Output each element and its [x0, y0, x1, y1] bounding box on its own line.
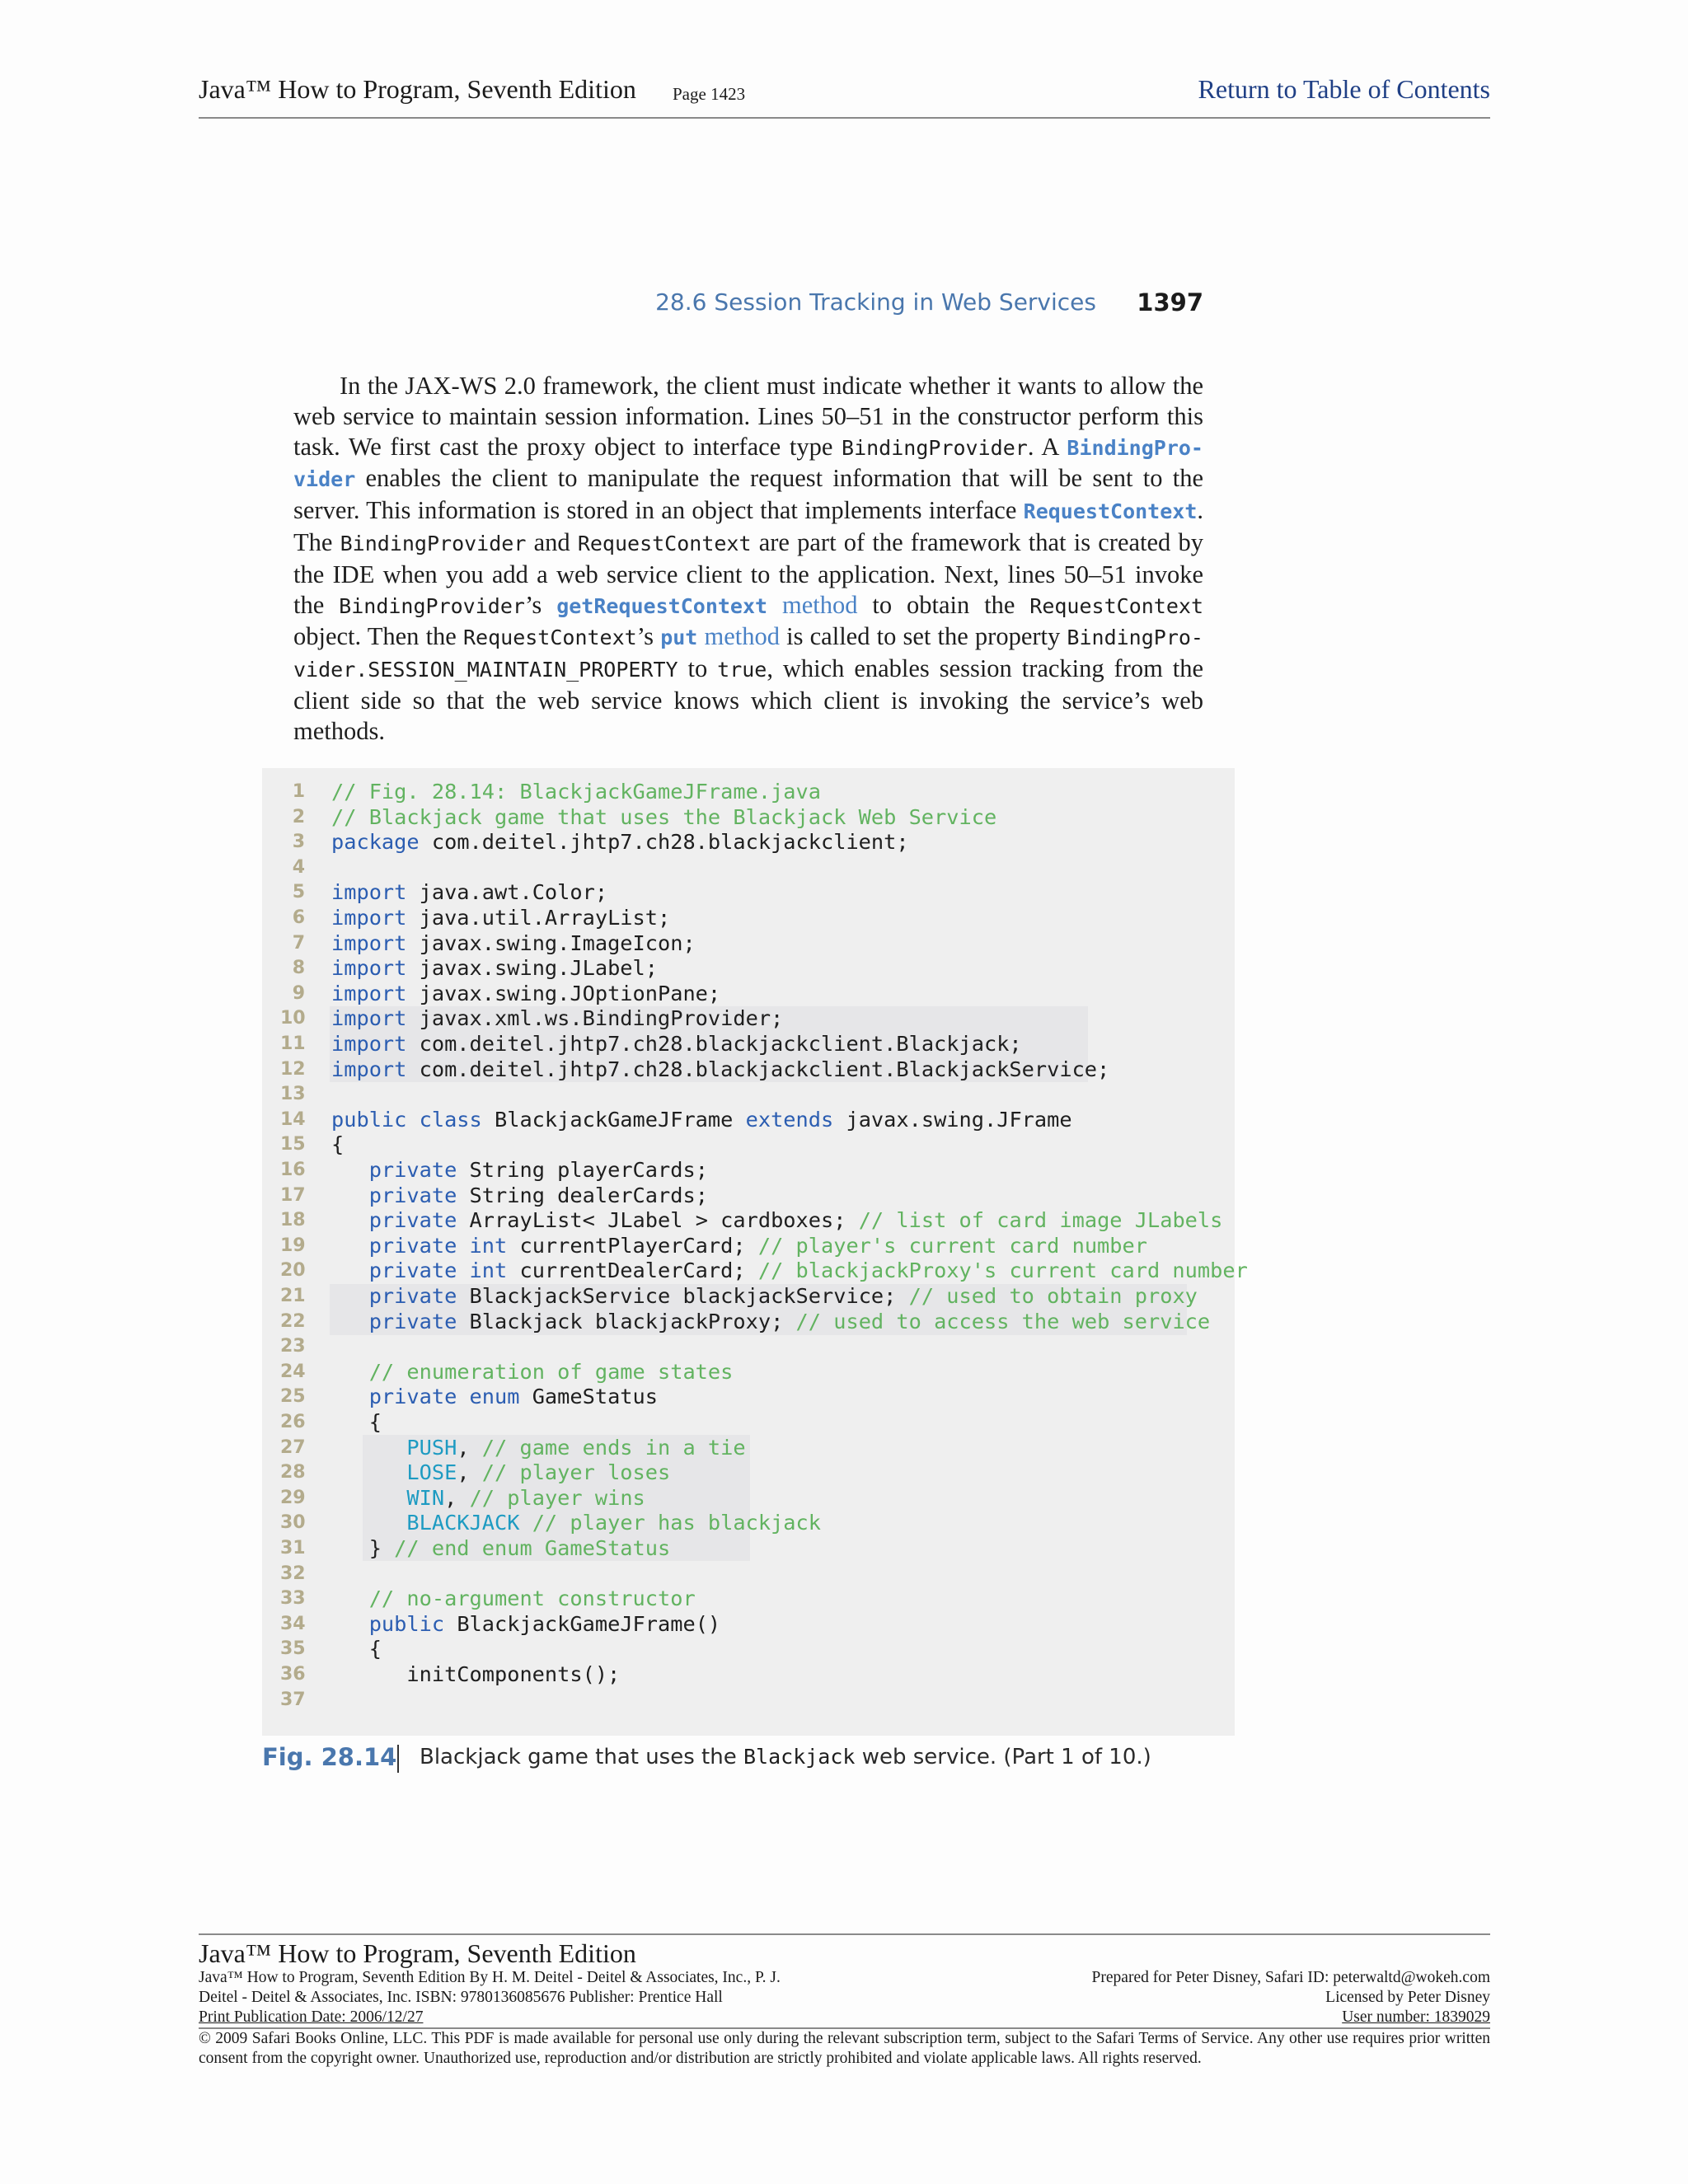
line-number: 7 — [292, 932, 305, 954]
footer-line: Prepared for Peter Disney, Safari ID: peterwaltd@wokeh.com — [1091, 1969, 1490, 1986]
text: to — [678, 654, 718, 683]
code-token: // used to obtain proxy — [908, 1284, 1198, 1308]
code-token: javax.xml.ws.BindingProvider; — [406, 1006, 784, 1031]
text: are part of the framework that is created by the IDE when you add a web service client to the application. Next, lines 50–51 invoke the — [293, 527, 1203, 619]
code-term: RequestContext — [462, 626, 637, 650]
figure-caption — [262, 1743, 1251, 1779]
code-token — [331, 1183, 369, 1207]
line-number: 6 — [292, 907, 305, 928]
code-token: import — [331, 1006, 407, 1031]
code-token: private — [368, 1284, 457, 1308]
line-number: 27 — [280, 1436, 306, 1458]
text: . The — [293, 496, 1203, 556]
caption-text-pre: Blackjack game that uses the — [420, 1745, 743, 1769]
code-token: import — [331, 1032, 407, 1056]
code-token: // Fig. 28.14: BlackjackGameJFrame.java — [331, 780, 821, 804]
code-token: javax.swing.JFrame — [833, 1107, 1072, 1132]
code-token: } — [331, 1536, 395, 1560]
code-text — [331, 1662, 620, 1688]
code-text — [331, 931, 696, 957]
code-text — [331, 805, 996, 831]
code-token: { — [331, 1637, 382, 1661]
code-token: package — [331, 830, 420, 855]
code-text — [331, 1460, 670, 1486]
line-number: 13 — [280, 1084, 306, 1105]
code-text — [331, 1258, 1248, 1284]
code-token: private — [368, 1158, 457, 1182]
code-token: // player's current card number — [757, 1233, 1147, 1258]
code-token: import — [331, 981, 407, 1005]
code-token: private int — [368, 1233, 508, 1258]
text: to obtain the — [857, 590, 1030, 619]
code-token: private int — [368, 1258, 508, 1283]
line-number: 11 — [280, 1033, 306, 1054]
code-term: true — [717, 658, 767, 682]
text: , which enables session tracking from the client side so that the web service knows which client is invoking the service’s web methods. — [293, 654, 1203, 745]
code-token: String dealerCards; — [457, 1183, 708, 1207]
code-token — [331, 1385, 369, 1408]
code-text — [331, 982, 720, 1007]
key-term: getRequestContext — [556, 593, 768, 618]
code-token: { — [331, 1132, 345, 1157]
code-token — [331, 1284, 369, 1308]
code-text — [331, 1183, 708, 1209]
line-number: 20 — [280, 1260, 306, 1282]
footer-line: Deitel - Deitel & Associates, Inc. ISBN: 9780136085676 Publisher: Prentice Hall — [199, 1989, 723, 2006]
code-term: BindingProvider — [340, 531, 527, 555]
code-token: java.awt.Color; — [406, 880, 608, 905]
code-token: { — [331, 1410, 382, 1434]
code-token: BlackjackService blackjackService; — [457, 1284, 909, 1308]
line-number: 36 — [280, 1664, 306, 1685]
code-token: currentDealerCard; — [507, 1258, 758, 1283]
line-number: 24 — [280, 1361, 306, 1382]
caption-text-post: web service. (Part 1 of 10.) — [855, 1745, 1151, 1769]
line-number: 25 — [280, 1386, 306, 1408]
caption-code: Blackjack — [743, 1745, 856, 1769]
line-number: 14 — [280, 1108, 306, 1130]
footer-book-title: Java™ How to Program, Seventh Edition — [199, 1938, 636, 1968]
code-token: // blackjackProxy's current card number — [757, 1258, 1248, 1283]
code-token: com.deitel.jhtp7.ch28.blackjackclient.Blackjack; — [406, 1032, 1022, 1056]
code-term: RequestContext — [1029, 593, 1203, 618]
line-number: 15 — [280, 1134, 306, 1155]
line-number: 8 — [292, 958, 305, 979]
code-token: private enum — [368, 1385, 520, 1409]
code-token: com.deitel.jhtp7.ch28.blackjackclient.BlackjackService; — [406, 1057, 1110, 1081]
code-token: import — [331, 880, 407, 905]
page-header — [199, 74, 1490, 119]
code-text — [331, 1108, 1072, 1133]
code-token: // player loses — [481, 1460, 671, 1485]
code-token: import — [331, 906, 407, 930]
code-token — [331, 1612, 369, 1636]
return-to-toc-link[interactable]: Return to Table of Contents — [1198, 74, 1490, 104]
line-number: 16 — [280, 1160, 306, 1180]
code-token: Blackjack blackjackProxy; — [457, 1309, 796, 1333]
code-text — [331, 1132, 344, 1158]
key-term: put — [660, 626, 698, 650]
code-text — [331, 1385, 658, 1410]
code-token: GameStatus — [519, 1385, 658, 1409]
code-text — [331, 1057, 1109, 1083]
code-token: import — [331, 1057, 407, 1081]
page-reference: Page 1423 — [673, 84, 746, 104]
footer-line: Licensed by Peter Disney — [1325, 1989, 1490, 2006]
code-token: // player has blackjack — [532, 1511, 821, 1535]
footer-license-info — [1092, 1968, 1490, 2027]
key-term: BindingPro-vider — [293, 435, 1203, 492]
text: In the JAX-WS 2.0 framework, the client must indicate whether it wants to allow the web service to maintain session information. Lines 50–51 in the constructor perform this task. We first cast the proxy object to interface type — [293, 372, 1203, 461]
code-token: java.util.ArrayList; — [406, 906, 671, 930]
code-token: // no-argument constructor — [368, 1586, 696, 1611]
code-token — [331, 1234, 369, 1258]
code-token — [331, 1511, 406, 1535]
code-token — [331, 1208, 369, 1232]
code-token: javax.swing.JLabel; — [406, 956, 658, 981]
code-text — [331, 1032, 1022, 1057]
code-term: BindingProvider — [842, 435, 1028, 460]
line-number: 33 — [280, 1588, 306, 1610]
body-paragraph — [293, 371, 1203, 747]
text: ’s — [524, 590, 557, 619]
code-token: // enumeration of game states — [368, 1359, 734, 1384]
code-token: javax.swing.ImageIcon; — [406, 930, 696, 955]
line-number: 1 — [292, 781, 305, 802]
running-head — [651, 287, 1203, 323]
code-token: // game ends in a tie — [481, 1435, 746, 1460]
text: ’s — [636, 622, 661, 651]
code-token: LOSE — [406, 1460, 457, 1485]
key-term: RequestContext — [1023, 499, 1198, 524]
code-token: BlackjackGameJFrame — [481, 1107, 746, 1132]
code-text — [331, 1006, 783, 1032]
code-token: BlackjackGameJFrame() — [444, 1611, 721, 1636]
code-text — [331, 1310, 1210, 1335]
code-token — [331, 1158, 369, 1182]
code-text — [331, 1637, 382, 1662]
line-number: 28 — [280, 1462, 306, 1483]
code-token: String playerCards; — [457, 1158, 708, 1182]
code-token: WIN — [406, 1485, 445, 1510]
code-token: // end enum GameStatus — [394, 1536, 671, 1560]
code-token: import — [331, 956, 407, 981]
book-title: Java™ How to Program, Seventh Edition — [199, 74, 636, 104]
line-number: 19 — [280, 1235, 306, 1256]
code-text — [331, 830, 909, 855]
line-number: 30 — [280, 1512, 306, 1534]
code-token: , — [444, 1485, 470, 1510]
code-token: , — [457, 1435, 482, 1460]
line-number: 5 — [292, 882, 305, 903]
code-token: PUSH — [406, 1435, 457, 1460]
code-text — [331, 1158, 708, 1183]
caption-divider — [397, 1745, 399, 1773]
line-number: 37 — [280, 1689, 306, 1710]
code-text — [331, 1436, 746, 1461]
code-token — [331, 1360, 369, 1384]
code-token: BLACKJACK — [406, 1511, 520, 1535]
footer-publication-info — [199, 1968, 781, 2027]
line-number: 21 — [280, 1286, 306, 1306]
line-number: 29 — [280, 1487, 306, 1508]
text: . A — [1027, 432, 1067, 461]
code-token — [331, 1460, 406, 1484]
code-token — [519, 1511, 532, 1535]
code-text — [331, 1511, 821, 1536]
footer-line: User number: 1839029 — [1342, 2008, 1490, 2026]
line-number: 23 — [280, 1336, 306, 1357]
code-token: extends — [745, 1107, 834, 1132]
key-term: method — [767, 590, 858, 619]
code-token: private — [368, 1208, 457, 1233]
line-number: 17 — [280, 1184, 306, 1206]
code-token: ArrayList< JLabel > cardboxes; — [457, 1208, 859, 1233]
line-number: 31 — [280, 1538, 306, 1558]
code-text — [331, 780, 821, 805]
footer-divider — [199, 1933, 1490, 1935]
line-number: 3 — [292, 832, 305, 853]
line-number: 22 — [280, 1310, 306, 1332]
code-token: public — [368, 1611, 445, 1636]
line-number: 10 — [280, 1008, 306, 1029]
code-token — [331, 1486, 406, 1510]
text: object. Then the — [293, 622, 463, 651]
page-number: 1397 — [1137, 288, 1203, 316]
code-text — [331, 956, 658, 982]
copyright-notice: © 2009 Safari Books Online, LLC. This PDF is made available for personal use only during the relevant subscription term, subject to the Safari Terms of Service. Any other use requires prior written consent from the copyright owner. Unauthorized use, reproduction and/or distribution are strictly prohibited and violate applicable laws. All rights reserved. — [199, 2030, 1490, 2067]
code-token: // player wins — [469, 1485, 645, 1510]
code-text — [331, 906, 670, 931]
line-number: 32 — [280, 1563, 306, 1584]
code-token: com.deitel.jhtp7.ch28.blackjackclient; — [419, 830, 909, 855]
code-token: // used to access the web service — [795, 1309, 1211, 1333]
code-term: RequestContext — [577, 531, 752, 555]
code-term: BindingPro-vider.SESSION_MAINTAIN_PROPERTY — [293, 626, 1203, 682]
code-text — [331, 1208, 1222, 1234]
code-text — [331, 1612, 720, 1638]
code-text — [331, 880, 607, 906]
code-token: // list of card image JLabels — [858, 1208, 1223, 1233]
code-text — [331, 1284, 1198, 1310]
line-number: 4 — [292, 856, 305, 878]
footer-line: Print Publication Date: 2006/12/27 — [199, 2008, 424, 2026]
code-text — [331, 1536, 670, 1562]
code-token: private — [368, 1183, 457, 1207]
code-text — [331, 1586, 696, 1612]
code-token — [331, 1586, 369, 1610]
code-token — [331, 1310, 369, 1333]
code-text — [331, 1486, 645, 1511]
text: and — [526, 527, 578, 556]
code-token: initComponents(); — [331, 1662, 621, 1686]
code-token: private — [368, 1309, 457, 1333]
code-text — [331, 1234, 1147, 1259]
code-token — [331, 1258, 369, 1282]
code-text — [331, 1360, 733, 1385]
code-term: BindingProvider — [339, 593, 525, 618]
figure-number: Fig. 28.14 — [262, 1743, 397, 1771]
section-title: 28.6 Session Tracking in Web Services — [655, 288, 1096, 316]
code-token — [331, 1436, 406, 1460]
code-token: import — [331, 930, 407, 955]
text: enables the client to manipulate the request information that will be sent to the server. This information is stored in an object that implements interface — [293, 464, 1203, 525]
key-term: method — [697, 622, 780, 651]
line-number: 9 — [292, 982, 305, 1004]
footer-line: Java™ How to Program, Seventh Edition By H. M. Deitel - Deitel & Associates, Inc., P. J. — [199, 1969, 781, 1986]
line-number: 26 — [280, 1412, 306, 1432]
caption-text — [420, 1745, 1151, 1769]
line-number: 2 — [292, 806, 305, 827]
code-token: public class — [331, 1107, 482, 1132]
code-text — [331, 1410, 382, 1436]
code-token: // Blackjack game that uses the Blackjack Web Service — [331, 804, 997, 829]
code-token: currentPlayerCard; — [507, 1233, 758, 1258]
code-token: , — [457, 1460, 482, 1485]
line-number: 18 — [280, 1210, 306, 1231]
line-number: 12 — [280, 1058, 306, 1080]
code-token: javax.swing.JOptionPane; — [406, 981, 721, 1005]
line-number: 34 — [280, 1613, 306, 1634]
line-number: 35 — [280, 1638, 306, 1660]
text: is called to set the property — [780, 622, 1067, 651]
